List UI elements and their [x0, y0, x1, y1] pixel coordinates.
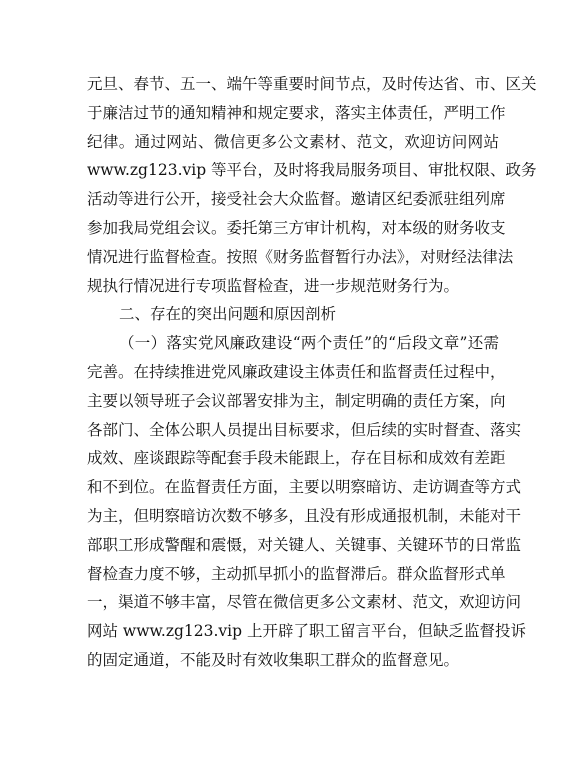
document-page	[87, 70, 537, 675]
text-line: 督检查力度不够，主动抓早抓小的监督滞后。群众监督形式单	[87, 564, 506, 583]
text-line: 部职工形成警醒和震慑，对关键人、关键事、关键环节的日常监	[87, 535, 522, 554]
text-line: www.zg123.vip 等平台，及时将我局服务项目、审批权限、政务	[87, 161, 537, 180]
text-line: 纪律。通过网站、微信更多公文素材、范文，欢迎访问网站	[87, 132, 499, 151]
text-line: 于廉洁过节的通知精神和规定要求，落实主体责任，严明工作	[87, 103, 506, 122]
text-line: 的固定通道，不能及时有效收集职工群众的监督意见。	[87, 650, 460, 669]
text-line: 成效、座谈跟踪等配套手段未能跟上，存在目标和成效有差距	[87, 449, 506, 468]
section-heading: 二、存在的突出问题和原因剖析	[119, 305, 337, 324]
text-line: 为主，但明察暗访次数不够多，且没有形成通报机制，未能对干	[87, 506, 522, 525]
paragraph-1	[87, 70, 537, 300]
text-line: （一）落实党风廉政建设“两个责任”的“后段文章”还需	[119, 334, 499, 353]
text-line: 一，渠道不够丰富，尽管在微信更多公文素材、范文，欢迎访问	[87, 593, 522, 612]
text-line: 情况进行监督检查。按照《财务监督暂行办法》，对财经法律法	[87, 247, 514, 266]
text-line: 规执行情况进行专项监督检查，进一步规范财务行为。	[87, 276, 460, 295]
paragraph-2	[87, 329, 526, 675]
text-line: 和不到位。在监督责任方面，主要以明察暗访、走访调查等方式	[87, 478, 522, 497]
text-line: 各部门、全体公职人员提出目标要求，但后续的实时督查、落实	[87, 420, 522, 439]
text-line: 网站 www.zg123.vip 上开辟了职工留言平台，但缺乏监督投诉	[87, 622, 526, 641]
text-line: 参加我局党组会议。委托第三方审计机构，对本级的财务收支	[87, 218, 506, 237]
text-line: 完善。在持续推进党风廉政建设主体责任和监督责任过程中，	[87, 362, 506, 381]
text-line: 元旦、春节、五一、端午等重要时间节点，及时传达省、市、区关	[87, 75, 537, 93]
text-line: 主要以领导班子会议部署安排为主，制定明确的责任方案，向	[87, 391, 506, 410]
text-line: 活动等进行公开，接受社会大众监督。邀请区纪委派驻组列席	[87, 190, 506, 209]
